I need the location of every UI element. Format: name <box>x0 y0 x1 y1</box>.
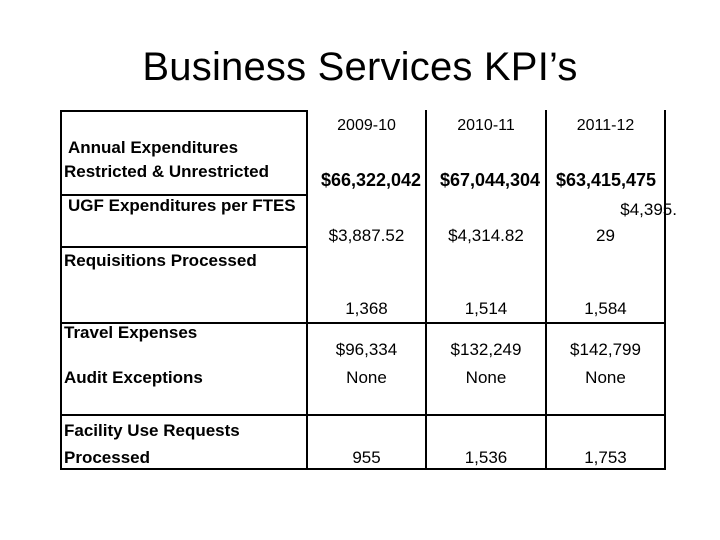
table-cell: 29 <box>596 226 615 245</box>
row-label: Restricted & Unrestricted <box>64 162 270 181</box>
row-label: Audit Exceptions <box>64 368 203 387</box>
column-divider <box>306 110 308 470</box>
table-cell: None <box>585 368 626 387</box>
row-label: UGF Expenditures per FTES <box>68 196 296 215</box>
column-header: 2009-10 <box>337 117 396 134</box>
row-label: Annual Expenditures <box>68 138 239 157</box>
column-divider <box>545 110 547 470</box>
table-cell: 1,536 <box>464 448 508 467</box>
table-cell: $142,799 <box>570 340 641 359</box>
row-label: Travel Expenses <box>64 323 198 342</box>
table-cell: 1,584 <box>584 299 627 318</box>
row-label: Processed <box>64 448 150 467</box>
table-cell: 1,514 <box>464 299 508 318</box>
table-cell: $4,395. <box>620 200 677 219</box>
row-divider <box>60 414 666 416</box>
column-header: 2011-12 <box>576 117 635 134</box>
table-cell: $63,415,475 <box>555 170 657 190</box>
table-cell: $96,334 <box>335 340 398 359</box>
slide-title: Business Services KPI’s <box>142 45 578 89</box>
kpi-table <box>60 110 677 470</box>
table-cell: None <box>346 368 387 387</box>
table-cell: None <box>465 368 507 387</box>
table-cell: $67,044,304 <box>439 170 541 190</box>
column-divider <box>664 110 666 470</box>
row-label: Facility Use Requests <box>64 421 240 440</box>
table-cell: $3,887.52 <box>328 226 405 245</box>
table-cell: 955 <box>352 448 381 467</box>
row-divider <box>60 110 308 112</box>
row-divider <box>60 246 308 248</box>
row-label: Requisitions Processed <box>64 251 257 270</box>
table-cell: $4,314.82 <box>448 226 524 245</box>
column-divider <box>425 110 427 470</box>
table-cell: $132,249 <box>450 340 522 359</box>
column-divider <box>60 110 62 470</box>
column-header: 2010-11 <box>457 117 515 134</box>
table-cell: 1,753 <box>584 448 627 467</box>
table-cell: 1,368 <box>345 299 388 318</box>
table-cell: $66,322,042 <box>320 170 422 190</box>
